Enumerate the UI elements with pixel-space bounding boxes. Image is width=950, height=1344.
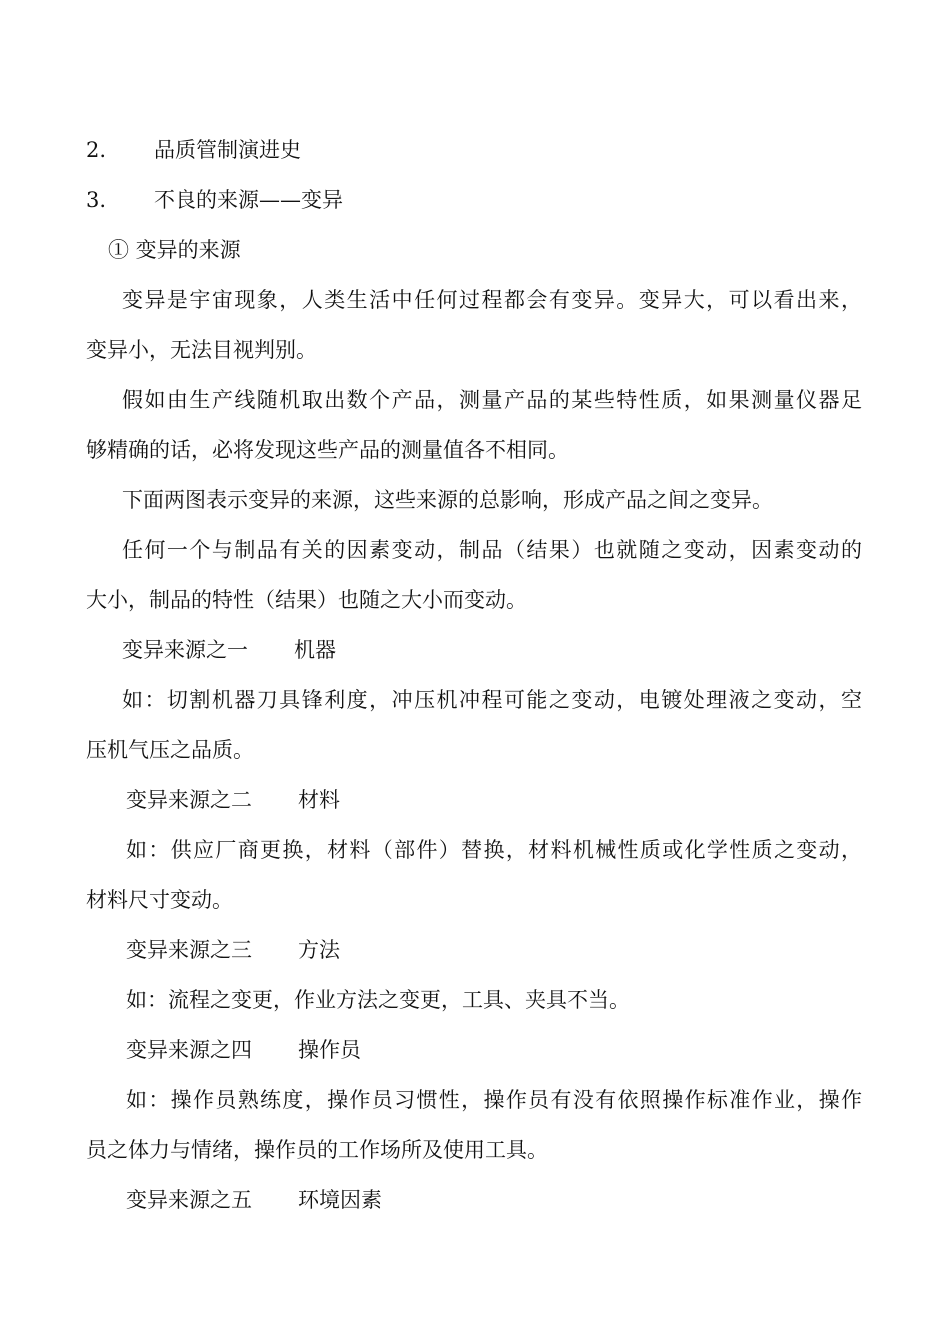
- paragraph-line: 下面两图表示变异的来源，这些来源的总影响，形成产品之间之变异。: [122, 488, 773, 512]
- paragraph-line: 变异小，无法目视判别。: [86, 338, 317, 362]
- section-label: 变异来源之三: [126, 938, 252, 962]
- paragraph-line: 大小，制品的特性（结果）也随之大小而变动。: [86, 588, 527, 612]
- section-name: 操作员: [298, 1038, 361, 1062]
- section-heading-3: [126, 936, 862, 964]
- paragraph-line: 如：供应厂商更换，材料（部件）替换，材料机械性质或化学性质之变动，: [126, 838, 862, 862]
- paragraph-line: 如：切割机器刀具锋利度，冲压机冲程可能之变动，电镀处理液之变动，空: [122, 688, 862, 712]
- section-heading-1: [122, 636, 862, 664]
- subheading-variation-source: ① 变异的来源: [108, 238, 241, 262]
- section-name: 方法: [298, 938, 340, 962]
- section-label: 变异来源之五: [126, 1188, 252, 1212]
- paragraph-line: 假如由生产线随机取出数个产品，测量产品的某些特性质，如果测量仪器足: [122, 388, 862, 412]
- paragraph-line: 压机气压之品质。: [86, 738, 254, 762]
- list-item-3: [86, 186, 862, 214]
- list-text: 品质管制演进史: [154, 138, 301, 162]
- section-label: 变异来源之二: [126, 788, 252, 812]
- paragraph-line: 材料尺寸变动。: [86, 888, 233, 912]
- section-label: 变异来源之四: [126, 1038, 252, 1062]
- section-heading-4: [126, 1036, 862, 1064]
- section-name: 机器: [294, 638, 336, 662]
- paragraph-line: 任何一个与制品有关的因素变动，制品（结果）也就随之变动，因素变动的: [122, 538, 862, 562]
- section-heading-2: [126, 786, 862, 814]
- paragraph-line: 够精确的话，必将发现这些产品的测量值各不相同。: [86, 438, 569, 462]
- list-number: 3.: [86, 188, 107, 212]
- section-name: 材料: [298, 788, 340, 812]
- paragraph-line: 如：流程之变更，作业方法之变更，工具、夹具不当。: [126, 988, 630, 1012]
- paragraph-line: 变异是宇宙现象，人类生活中任何过程都会有变异。变异大，可以看出来，: [122, 288, 862, 312]
- paragraph-line: 如：操作员熟练度，操作员习惯性，操作员有没有依照操作标准作业，操作: [126, 1088, 862, 1112]
- section-name: 环境因素: [298, 1188, 382, 1212]
- section-label: 变异来源之一: [122, 638, 248, 662]
- list-number: 2.: [86, 138, 107, 162]
- section-heading-5: [126, 1186, 862, 1214]
- paragraph-line: 员之体力与情绪，操作员的工作场所及使用工具。: [86, 1138, 548, 1162]
- list-item-2: [86, 136, 862, 164]
- list-text: 不良的来源——变异: [154, 188, 343, 212]
